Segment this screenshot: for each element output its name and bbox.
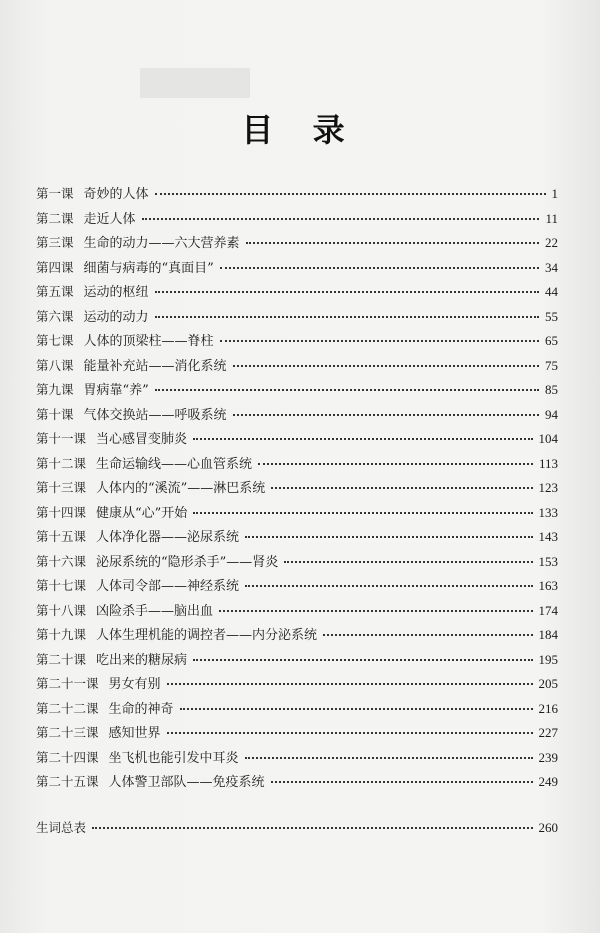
lesson-title: 胃病靠“养” — [83, 383, 149, 398]
dot-leader — [180, 708, 533, 710]
page-title: 目 录 — [241, 111, 359, 149]
table-of-contents — [36, 183, 558, 796]
page-number: 55 — [545, 308, 558, 324]
toc-entry[interactable] — [36, 306, 558, 331]
page-number: 249 — [538, 774, 558, 789]
lesson-title: 人体内的“溪流”——淋巴系统 — [96, 481, 266, 496]
toc-entry[interactable] — [36, 722, 558, 747]
dot-leader — [193, 438, 532, 440]
dot-leader — [193, 659, 532, 661]
lesson-number: 第十七课 — [36, 578, 87, 593]
lesson-title: 运动的枢纽 — [83, 285, 149, 300]
toc-entry[interactable] — [36, 183, 558, 208]
lesson-title: 气体交换站——呼吸系统 — [83, 407, 227, 423]
lesson-title: 细菌与病毒的“真面目” — [83, 260, 214, 276]
dot-leader — [219, 610, 532, 612]
dot-leader — [246, 242, 539, 244]
lesson-title: 人体的顶梁柱——脊柱 — [83, 334, 214, 349]
lesson-number: 第十三课 — [36, 480, 87, 495]
lesson-number: 第二十四课 — [36, 749, 99, 765]
lesson-number: 第四课 — [36, 259, 74, 275]
page-number: 227 — [538, 725, 558, 740]
lesson-number: 第六课 — [36, 308, 74, 324]
lesson-number: 第二十课 — [36, 651, 87, 667]
dot-leader — [193, 512, 532, 514]
page-number: 44 — [545, 284, 558, 299]
lesson-title: 当心感冒变肺炎 — [96, 432, 188, 447]
dot-leader — [233, 414, 539, 416]
toc-entry[interactable] — [36, 502, 558, 527]
page-number: 65 — [545, 333, 558, 348]
lesson-number: 第十课 — [36, 406, 74, 422]
dot-leader — [245, 757, 533, 759]
lesson-number: 第十九课 — [36, 627, 87, 642]
toc-entry[interactable] — [36, 771, 558, 796]
toc-entry[interactable] — [36, 624, 558, 649]
toc-entry[interactable] — [36, 698, 558, 723]
page-number: 104 — [538, 431, 558, 446]
toc-entry[interactable] — [36, 355, 558, 380]
lesson-number: 第三课 — [36, 235, 74, 250]
toc-entry[interactable] — [36, 747, 558, 772]
toc-entry[interactable] — [36, 673, 558, 698]
lesson-title: 能量补充站——消化系统 — [83, 358, 227, 374]
page-number: 123 — [538, 480, 558, 495]
lesson-title: 男女有别 — [108, 677, 161, 692]
toc-entry[interactable] — [36, 232, 558, 257]
dot-leader — [323, 634, 532, 636]
dot-leader — [245, 536, 532, 538]
page-number: 153 — [538, 553, 558, 569]
glossary-page-number: 260 — [538, 820, 558, 835]
lesson-title: 运动的动力 — [83, 309, 149, 325]
page-number: 216 — [538, 700, 558, 716]
page-number: 163 — [538, 578, 558, 593]
lesson-title: 人体净化器——泌尿系统 — [96, 530, 240, 545]
lesson-number: 第二十二课 — [36, 700, 99, 716]
toc-entry[interactable] — [36, 526, 558, 551]
lesson-title: 吃出来的糖尿病 — [96, 652, 188, 668]
dot-leader — [271, 487, 532, 489]
lesson-number: 第二十一课 — [36, 676, 99, 691]
toc-entry[interactable] — [36, 281, 558, 306]
toc-entry[interactable] — [36, 453, 558, 478]
lesson-title: 感知世界 — [108, 726, 161, 741]
dot-leader — [271, 781, 533, 783]
page-number: 133 — [538, 504, 558, 520]
page-number: 205 — [538, 676, 558, 691]
page-number: 75 — [545, 357, 558, 373]
dot-leader — [155, 193, 546, 195]
lesson-title: 奇妙的人体 — [83, 187, 149, 202]
dot-leader — [284, 561, 532, 563]
lesson-number: 第十四课 — [36, 504, 87, 520]
page-number: 195 — [538, 651, 558, 667]
lesson-title: 凶险杀手——脑出血 — [96, 603, 214, 619]
lesson-number: 第十五课 — [36, 529, 87, 544]
toc-entry[interactable] — [36, 330, 558, 355]
lesson-number: 第二课 — [36, 210, 74, 226]
page-number: 11 — [545, 210, 558, 226]
dot-leader — [258, 463, 533, 465]
lesson-number: 第十二课 — [36, 455, 87, 471]
toc-entry[interactable] — [36, 379, 558, 404]
page-number: 22 — [545, 235, 558, 250]
page-number: 34 — [545, 259, 558, 275]
toc-entry[interactable] — [36, 575, 558, 600]
page-number: 113 — [538, 455, 558, 471]
dot-leader — [155, 291, 539, 293]
dot-leader — [92, 827, 532, 829]
page-number: 143 — [538, 529, 558, 544]
lesson-title: 生命的动力——六大营养素 — [83, 236, 240, 251]
page-number: 1 — [551, 186, 558, 201]
lesson-title: 人体警卫部队——免疫系统 — [108, 775, 265, 790]
toc-entry[interactable] — [36, 428, 558, 453]
dot-leader — [167, 683, 533, 685]
dot-leader — [155, 389, 539, 391]
glossary-entry[interactable] — [36, 818, 558, 843]
page-number: 184 — [538, 627, 558, 642]
page-number: 174 — [538, 602, 558, 618]
lesson-number: 第二十三课 — [36, 725, 99, 740]
toc-entry[interactable] — [36, 208, 558, 233]
lesson-title: 走近人体 — [83, 211, 136, 227]
dot-leader — [155, 316, 539, 318]
dot-leader — [220, 267, 539, 269]
lesson-number: 第七课 — [36, 333, 74, 348]
lesson-number: 第十一课 — [36, 431, 87, 446]
dot-leader — [167, 732, 533, 734]
lesson-number: 第八课 — [36, 357, 74, 373]
lesson-title: 生命运输线——心血管系统 — [96, 456, 253, 472]
lesson-title: 坐飞机也能引发中耳炎 — [108, 750, 239, 766]
dot-leader — [245, 585, 532, 587]
lesson-number: 第十六课 — [36, 553, 87, 569]
page-number: 239 — [538, 749, 558, 765]
toc-entry[interactable] — [36, 257, 558, 282]
lesson-title: 人体生理机能的调控者——内分泌系统 — [96, 628, 318, 643]
toc-entry[interactable] — [36, 404, 558, 429]
dot-leader — [142, 218, 540, 220]
page-number: 85 — [545, 382, 558, 397]
lesson-number: 第十八课 — [36, 602, 87, 618]
lesson-title: 泌尿系统的“隐形杀手”——肾炎 — [96, 554, 279, 570]
lesson-number: 第五课 — [36, 284, 74, 299]
lesson-number: 第一课 — [36, 186, 74, 201]
toc-entry[interactable] — [36, 600, 558, 625]
toc-entry[interactable] — [36, 649, 558, 674]
toc-entry[interactable] — [36, 551, 558, 576]
lesson-title: 健康从“心”开始 — [96, 505, 188, 521]
lesson-title: 生命的神奇 — [108, 701, 174, 717]
lesson-number: 第九课 — [36, 382, 74, 397]
dot-leader — [233, 365, 539, 367]
lesson-title: 人体司令部——神经系统 — [96, 579, 240, 594]
bleed-through-mark — [140, 68, 250, 98]
dot-leader — [220, 340, 539, 342]
glossary-title: 生词总表 — [36, 820, 87, 835]
toc-entry[interactable] — [36, 477, 558, 502]
lesson-number: 第二十五课 — [36, 774, 99, 789]
page-number: 94 — [545, 406, 558, 422]
